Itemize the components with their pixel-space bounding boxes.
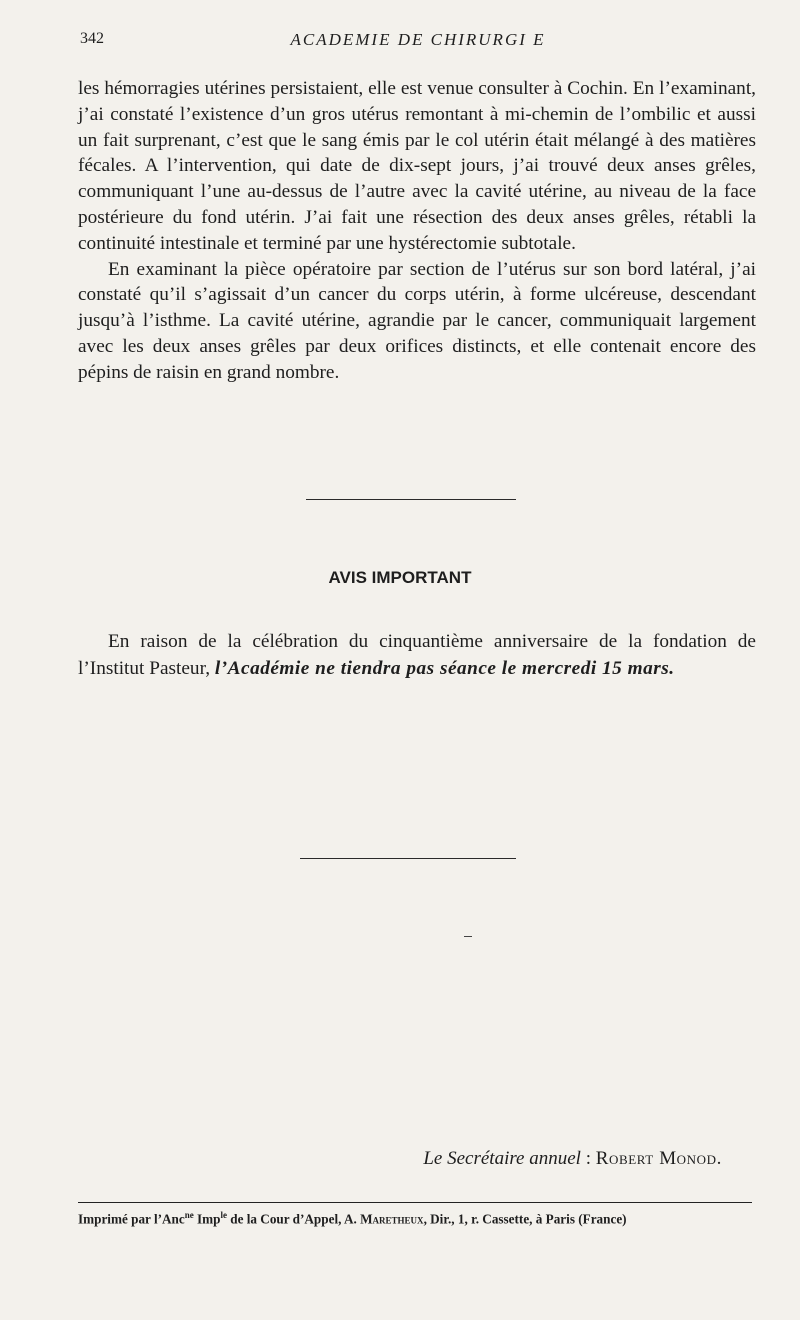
imprint-suffix: , Dir., 1, r. Cassette, à Paris (France) — [423, 1211, 627, 1227]
notice-text-italic: l’Académie ne tiendra pas séance le mercredi 15 mars. — [214, 658, 675, 679]
body-text — [78, 76, 756, 386]
dash-mark — [464, 936, 472, 937]
paragraph-1: les hémorragies utérines persistaient, elle est venue consulter à Cochin. En l’examinant, j’ai constaté l’existence d’un gros utérus remontant à mi-chemin de l’ombilic et aussi un fait surprenant, c’est que le sang émis par le col utérin était mélangé à des matières fécales. A l’intervention, qui date de dix-sept jours, j’ai trouvé deux anses grêles, communiquant l’une au-dessus de l’autre avec la cavité utérine, au niveau de la face postérieure du fond utérin. J’ai fait une résection des deux anses grêles, rétabli la continuité intestinale et terminé par une hystérectomie subtotale. — [78, 78, 756, 254]
imprint-mid-1: Imp — [193, 1211, 221, 1227]
imprint-sup-1: ne — [184, 1210, 194, 1220]
signature-name: Robert Monod. — [595, 1148, 722, 1169]
signature-separator: : — [580, 1148, 596, 1169]
notice-divider — [300, 858, 516, 859]
running-title: ACADEMIE DE CHIRURGI E — [290, 30, 546, 49]
section-divider — [306, 499, 516, 500]
signature-role: Le Secrétaire annuel — [423, 1148, 581, 1169]
printer-imprint — [78, 1210, 752, 1227]
page-number: 342 — [80, 30, 104, 47]
imprint-mid-2: de la Cour d’Appel, A. — [226, 1211, 361, 1227]
notice-body — [78, 628, 756, 682]
page-header — [80, 30, 756, 54]
signature — [423, 1148, 722, 1170]
imprint-sup-2: le — [220, 1210, 227, 1220]
notice-title: AVIS IMPORTANT — [328, 568, 472, 587]
imprint-printer-name: Maretheux — [360, 1211, 424, 1227]
paragraph-2: En examinant la pièce opératoire par section de l’utérus sur son bord latéral, j’ai constaté qu’il s’agissait d’un cancer du corps utérin, à forme ulcéreuse, descendant jusqu’à l’isthme. La cavité utérine, agrandie par le cancer, communiquait largement avec les deux anses grêles par deux orifices distincts, et elle contenait encore des pépins de raisin en grand nombre. — [78, 258, 756, 383]
notice-text-regular: En raison de la célébration du cinquantième anniversaire de la fondation de l’Institut Pasteur, — [78, 631, 756, 679]
footer-rule — [78, 1202, 752, 1203]
imprint-prefix: Imprimé par l’Anc — [78, 1211, 185, 1227]
